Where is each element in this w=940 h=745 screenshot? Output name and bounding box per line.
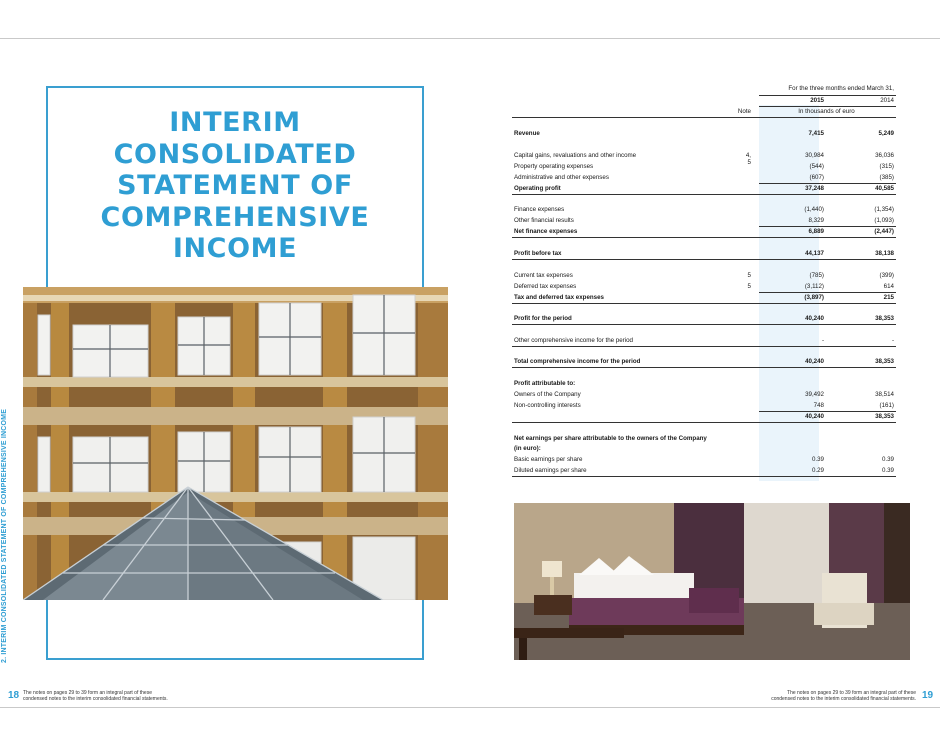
row-label: Net finance expenses <box>514 228 578 235</box>
row-label: Capital gains, revaluations and other income <box>514 152 637 159</box>
row-value-2014: 614 <box>883 283 894 290</box>
title-line: COMPREHENSIVE <box>100 201 370 233</box>
row-value-2015: (3,112) <box>804 283 824 290</box>
hotel-illustration <box>514 503 910 660</box>
row-value-2014: (161) <box>879 402 894 409</box>
row-note: 5 <box>747 283 751 290</box>
section-side-label: 2. INTERIM CONSOLIDATED STATEMENT OF COMPREHENSIVE INCOME <box>1 408 8 663</box>
row-label: Current tax expenses <box>514 272 573 279</box>
title-line: STATEMENT OF <box>117 170 353 201</box>
footnote-left <box>23 690 168 702</box>
row-label: Property operating expenses <box>514 163 594 170</box>
row-value-2014: (1,093) <box>874 217 894 224</box>
row-value-2014: 38,138 <box>875 250 894 257</box>
year-2015: 2015 <box>810 97 824 104</box>
footnote-right <box>768 690 916 702</box>
row-label: Other comprehensive income for the period <box>514 337 633 344</box>
row-label: Operating profit <box>514 185 561 192</box>
row-value-2015: (1,440) <box>804 206 824 213</box>
row-value-2015: 39,492 <box>805 391 824 398</box>
row-label: Other financial results <box>514 217 574 224</box>
footnote-line: The notes on pages 29 to 39 form an integral part of these <box>23 690 152 696</box>
row-value-2014: 38,353 <box>875 413 894 420</box>
table-row <box>512 445 896 455</box>
row-label: Revenue <box>514 130 540 137</box>
row-value-2015: 37,248 <box>805 185 824 192</box>
row-value-2015: (544) <box>809 163 824 170</box>
row-value-2014: 36,036 <box>875 152 894 159</box>
row-label: Net earnings per share attributable to the owners of the Company <box>514 435 707 442</box>
row-value-2015: 40,240 <box>805 413 824 420</box>
year-2014: 2014 <box>880 97 894 104</box>
row-value-2015: (607) <box>809 174 824 181</box>
footnote-line: condensed notes to the interim consolidated financial statements. <box>23 696 168 702</box>
row-label: Administrative and other expenses <box>514 174 609 181</box>
divider <box>512 303 896 304</box>
row-value-2015: 30,984 <box>805 152 824 159</box>
title-line: INCOME <box>172 233 298 264</box>
divider <box>512 346 896 347</box>
divider <box>512 422 896 423</box>
row-note: 5 <box>747 272 751 279</box>
table-row <box>512 130 896 140</box>
row-value-2014: (1,354) <box>874 206 894 213</box>
row-label: (in euro): <box>514 445 541 452</box>
table-row <box>512 152 896 166</box>
row-value-2014: 215 <box>883 294 894 301</box>
divider <box>512 324 896 325</box>
table-row <box>512 206 896 216</box>
divider <box>512 476 896 477</box>
footnote-line: The notes on pages 29 to 39 form an integral part of these <box>787 690 916 696</box>
row-value-2014: (399) <box>879 272 894 279</box>
row-note: 4, 5 <box>745 152 751 166</box>
building-illustration <box>23 287 448 600</box>
row-value-2015: 7,415 <box>808 130 824 137</box>
page-number-left: 18 <box>8 690 20 701</box>
table-row <box>512 456 896 466</box>
row-label: Finance expenses <box>514 206 565 213</box>
building-photo <box>23 287 448 600</box>
row-value-2014: 38,514 <box>875 391 894 398</box>
row-label: Total comprehensive income for the period <box>514 358 641 365</box>
row-value-2015: 0.39 <box>811 456 824 463</box>
table-row <box>512 380 896 390</box>
row-value-2015: 8,329 <box>808 217 824 224</box>
divider <box>512 259 896 260</box>
row-value-2015: (3,897) <box>804 294 824 301</box>
row-label: Profit attributable to: <box>514 380 576 387</box>
row-value-2014: 38,353 <box>875 315 894 322</box>
row-value-2015: 748 <box>813 402 824 409</box>
page-title <box>46 107 424 265</box>
row-value-2014: (315) <box>879 163 894 170</box>
row-label: Profit before tax <box>514 250 562 257</box>
period-header: For the three months ended March 31, <box>788 85 894 92</box>
row-value-2015: 40,240 <box>805 358 824 365</box>
row-value-2014: (385) <box>879 174 894 181</box>
row-value-2015: - <box>821 337 824 344</box>
row-label: Owners of the Company <box>514 391 581 398</box>
table-row <box>512 435 896 445</box>
row-label: Profit for the period <box>514 315 572 322</box>
row-label: Non-controlling interests <box>514 402 581 409</box>
table-header-period <box>512 85 896 95</box>
page-number-right: 19 <box>922 690 934 701</box>
divider <box>759 183 896 184</box>
row-value-2014: 5,249 <box>878 130 894 137</box>
row-value-2014: (2,447) <box>874 228 894 235</box>
title-line: CONSOLIDATED <box>113 138 357 170</box>
hotel-photo <box>514 503 910 660</box>
row-label: Basic earnings per share <box>514 456 583 463</box>
row-value-2014: 38,353 <box>875 358 894 365</box>
unit-header: In thousands of euro <box>798 108 855 115</box>
table-row <box>512 163 896 173</box>
row-label: Deferred tax expenses <box>514 283 577 290</box>
table-row <box>512 272 896 282</box>
divider <box>512 367 896 368</box>
row-value-2014: 0.39 <box>881 467 894 474</box>
row-value-2015: 6,889 <box>808 228 824 235</box>
divider <box>759 292 896 293</box>
row-value-2015: 40,240 <box>805 315 824 322</box>
divider <box>759 411 896 412</box>
divider <box>512 117 896 118</box>
row-value-2014: 40,585 <box>875 185 894 192</box>
row-value-2015: 0.29 <box>811 467 824 474</box>
row-label: Tax and deferred tax expenses <box>514 294 604 301</box>
divider <box>512 194 896 195</box>
row-value-2014: 0.39 <box>881 456 894 463</box>
footnote-line: condensed notes to the interim consolidated financial statements. <box>771 696 916 702</box>
divider <box>759 95 896 96</box>
divider <box>512 237 896 238</box>
title-line: INTERIM <box>169 107 301 138</box>
divider <box>759 226 896 227</box>
row-value-2015: (785) <box>809 272 824 279</box>
divider <box>759 106 896 107</box>
row-label: Diluted earnings per share <box>514 467 587 474</box>
row-value-2015: 44,137 <box>805 250 824 257</box>
note-header: Note <box>737 108 751 115</box>
row-value-2014: - <box>891 337 894 344</box>
table-row <box>512 391 896 401</box>
